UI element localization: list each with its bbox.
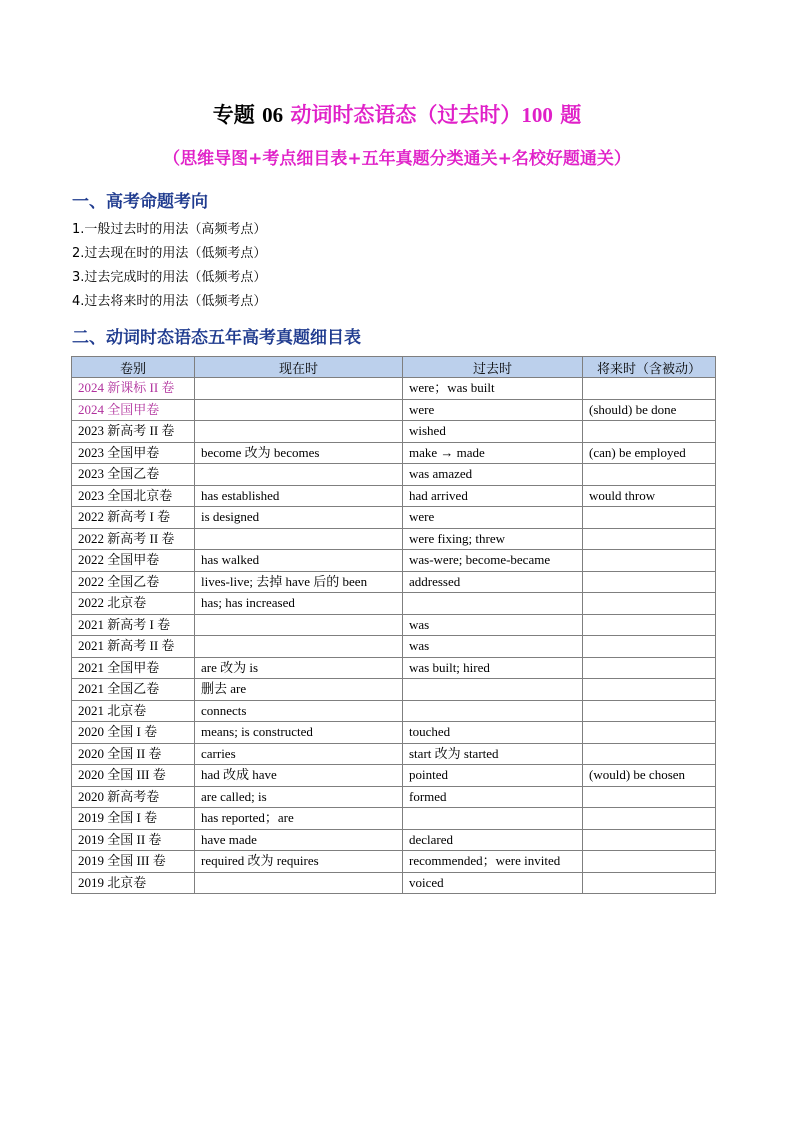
- table-row: [72, 593, 716, 615]
- cell-paper: 2019 全国 III 卷: [72, 851, 195, 873]
- cell-past: had arrived: [403, 485, 583, 507]
- cell-present: had 改成 have: [195, 765, 403, 787]
- cell-future: [583, 421, 716, 443]
- cell-paper: 2021 新高考 II 卷: [72, 636, 195, 658]
- cell-future: [583, 593, 716, 615]
- cell-future: [583, 378, 716, 400]
- cell-paper: 2022 北京卷: [72, 593, 195, 615]
- cell-future: [583, 700, 716, 722]
- table-row: [72, 421, 716, 443]
- table-row: [72, 851, 716, 873]
- cell-past: make → made: [403, 442, 583, 464]
- column-header-present: 现在时: [195, 357, 403, 378]
- cell-future: [583, 571, 716, 593]
- table-row: [72, 550, 716, 572]
- cell-past: pointed: [403, 765, 583, 787]
- page-subtitle: （思维导图+考点细目表+五年真题分类通关+名校好题通关）: [163, 149, 631, 169]
- table-header-row: [72, 357, 716, 378]
- cell-paper: 2022 新高考 II 卷: [72, 528, 195, 550]
- cell-future: [583, 657, 716, 679]
- table-row: [72, 700, 716, 722]
- cell-past: voiced: [403, 872, 583, 894]
- cell-paper: 2019 全国 I 卷: [72, 808, 195, 830]
- table-row: [72, 657, 716, 679]
- cell-present: has walked: [195, 550, 403, 572]
- cell-past: was-were; become-became: [403, 550, 583, 572]
- cell-present: has reported；are: [195, 808, 403, 830]
- cell-past: was amazed: [403, 464, 583, 486]
- cell-present: is designed: [195, 507, 403, 529]
- cell-future: (can) be employed: [583, 442, 716, 464]
- table-row: [72, 636, 716, 658]
- table-row: [72, 829, 716, 851]
- title-suffix: 题: [560, 103, 582, 127]
- cell-future: [583, 722, 716, 744]
- cell-past: recommended；were invited: [403, 851, 583, 873]
- table-row: [72, 614, 716, 636]
- list-item: 1.一般过去时的用法（高频考点）: [72, 222, 267, 237]
- detail-table: [71, 356, 716, 894]
- cell-present: have made: [195, 829, 403, 851]
- cell-past: declared: [403, 829, 583, 851]
- table-row: [72, 442, 716, 464]
- cell-present: are called; is: [195, 786, 403, 808]
- table-row: [72, 485, 716, 507]
- cell-past: start 改为 started: [403, 743, 583, 765]
- cell-paper: 2023 新高考 II 卷: [72, 421, 195, 443]
- cell-past: was built; hired: [403, 657, 583, 679]
- table-row: [72, 679, 716, 701]
- cell-present: [195, 614, 403, 636]
- cell-present: [195, 528, 403, 550]
- cell-paper: 2023 全国乙卷: [72, 464, 195, 486]
- cell-present: [195, 636, 403, 658]
- cell-past: [403, 593, 583, 615]
- table-row: [72, 872, 716, 894]
- cell-paper: 2019 北京卷: [72, 872, 195, 894]
- cell-past: were: [403, 399, 583, 421]
- cell-paper: 2019 全国 II 卷: [72, 829, 195, 851]
- cell-past: was: [403, 636, 583, 658]
- table-row: [72, 722, 716, 744]
- column-header-past: 过去时: [403, 357, 583, 378]
- cell-future: (should) be done: [583, 399, 716, 421]
- section-heading-detail-table: 二、动词时态语态五年高考真题细目表: [72, 328, 361, 348]
- cell-past: [403, 679, 583, 701]
- section-heading-exam-direction: 一、高考命题考向: [72, 192, 208, 212]
- cell-future: [583, 550, 716, 572]
- cell-present: has; has increased: [195, 593, 403, 615]
- table-row: [72, 507, 716, 529]
- cell-paper: 2023 全国北京卷: [72, 485, 195, 507]
- cell-future: [583, 743, 716, 765]
- cell-paper: 2022 新高考 I 卷: [72, 507, 195, 529]
- cell-past: touched: [403, 722, 583, 744]
- cell-present: connects: [195, 700, 403, 722]
- exam-direction-list: [72, 218, 266, 314]
- cell-past: wished: [403, 421, 583, 443]
- cell-present: [195, 399, 403, 421]
- cell-paper: 2020 全国 III 卷: [72, 765, 195, 787]
- cell-past: addressed: [403, 571, 583, 593]
- table-row: [72, 765, 716, 787]
- title-count: 100: [521, 103, 553, 127]
- cell-paper: 2020 新高考卷: [72, 786, 195, 808]
- cell-future: (would) be chosen: [583, 765, 716, 787]
- table-row: [72, 528, 716, 550]
- cell-present: [195, 378, 403, 400]
- cell-present: lives-live; 去掉 have 后的 been: [195, 571, 403, 593]
- cell-paper: 2022 全国甲卷: [72, 550, 195, 572]
- table-row: [72, 378, 716, 400]
- cell-paper: 2022 全国乙卷: [72, 571, 195, 593]
- cell-future: [583, 851, 716, 873]
- table-row: [72, 743, 716, 765]
- cell-present: [195, 421, 403, 443]
- cell-future: [583, 614, 716, 636]
- cell-future: [583, 679, 716, 701]
- column-header-paper: 卷别: [72, 357, 195, 378]
- cell-paper: 2020 全国 II 卷: [72, 743, 195, 765]
- cell-present: means; is constructed: [195, 722, 403, 744]
- table-row: [72, 808, 716, 830]
- list-item: 3.过去完成时的用法（低频考点）: [72, 270, 267, 285]
- cell-paper: 2024 全国甲卷: [72, 399, 195, 421]
- cell-present: become 改为 becomes: [195, 442, 403, 464]
- title-number: 06: [262, 103, 284, 127]
- table-row: [72, 571, 716, 593]
- cell-present: required 改为 requires: [195, 851, 403, 873]
- cell-present: [195, 464, 403, 486]
- cell-paper: 2020 全国 I 卷: [72, 722, 195, 744]
- cell-future: [583, 872, 716, 894]
- list-item: 2.过去现在时的用法（低频考点）: [72, 246, 267, 261]
- cell-future: [583, 528, 716, 550]
- cell-future: [583, 464, 716, 486]
- cell-present: are 改为 is: [195, 657, 403, 679]
- cell-future: [583, 636, 716, 658]
- cell-present: carries: [195, 743, 403, 765]
- cell-future: [583, 786, 716, 808]
- cell-future: [583, 808, 716, 830]
- cell-present: has established: [195, 485, 403, 507]
- cell-past: formed: [403, 786, 583, 808]
- cell-past: were fixing; threw: [403, 528, 583, 550]
- page-title: [0, 100, 794, 130]
- list-item: 4.过去将来时的用法（低频考点）: [72, 294, 267, 309]
- cell-paper: 2021 新高考 I 卷: [72, 614, 195, 636]
- table-row: [72, 786, 716, 808]
- column-header-future: 将来时（含被动）: [583, 357, 716, 378]
- cell-paper: 2024 新课标 II 卷: [72, 378, 195, 400]
- cell-past: [403, 700, 583, 722]
- cell-paper: 2023 全国甲卷: [72, 442, 195, 464]
- cell-paper: 2021 全国甲卷: [72, 657, 195, 679]
- table-row: [72, 464, 716, 486]
- cell-paper: 2021 全国乙卷: [72, 679, 195, 701]
- title-prefix: 专题: [212, 103, 255, 127]
- cell-future: [583, 507, 716, 529]
- cell-present: [195, 872, 403, 894]
- cell-paper: 2021 北京卷: [72, 700, 195, 722]
- table-row: [72, 399, 716, 421]
- cell-past: was: [403, 614, 583, 636]
- cell-future: would throw: [583, 485, 716, 507]
- cell-present: 删去 are: [195, 679, 403, 701]
- cell-past: [403, 808, 583, 830]
- cell-past: were: [403, 507, 583, 529]
- cell-future: [583, 829, 716, 851]
- cell-past: were；was built: [403, 378, 583, 400]
- title-main: 动词时态语态（过去时）: [290, 103, 522, 127]
